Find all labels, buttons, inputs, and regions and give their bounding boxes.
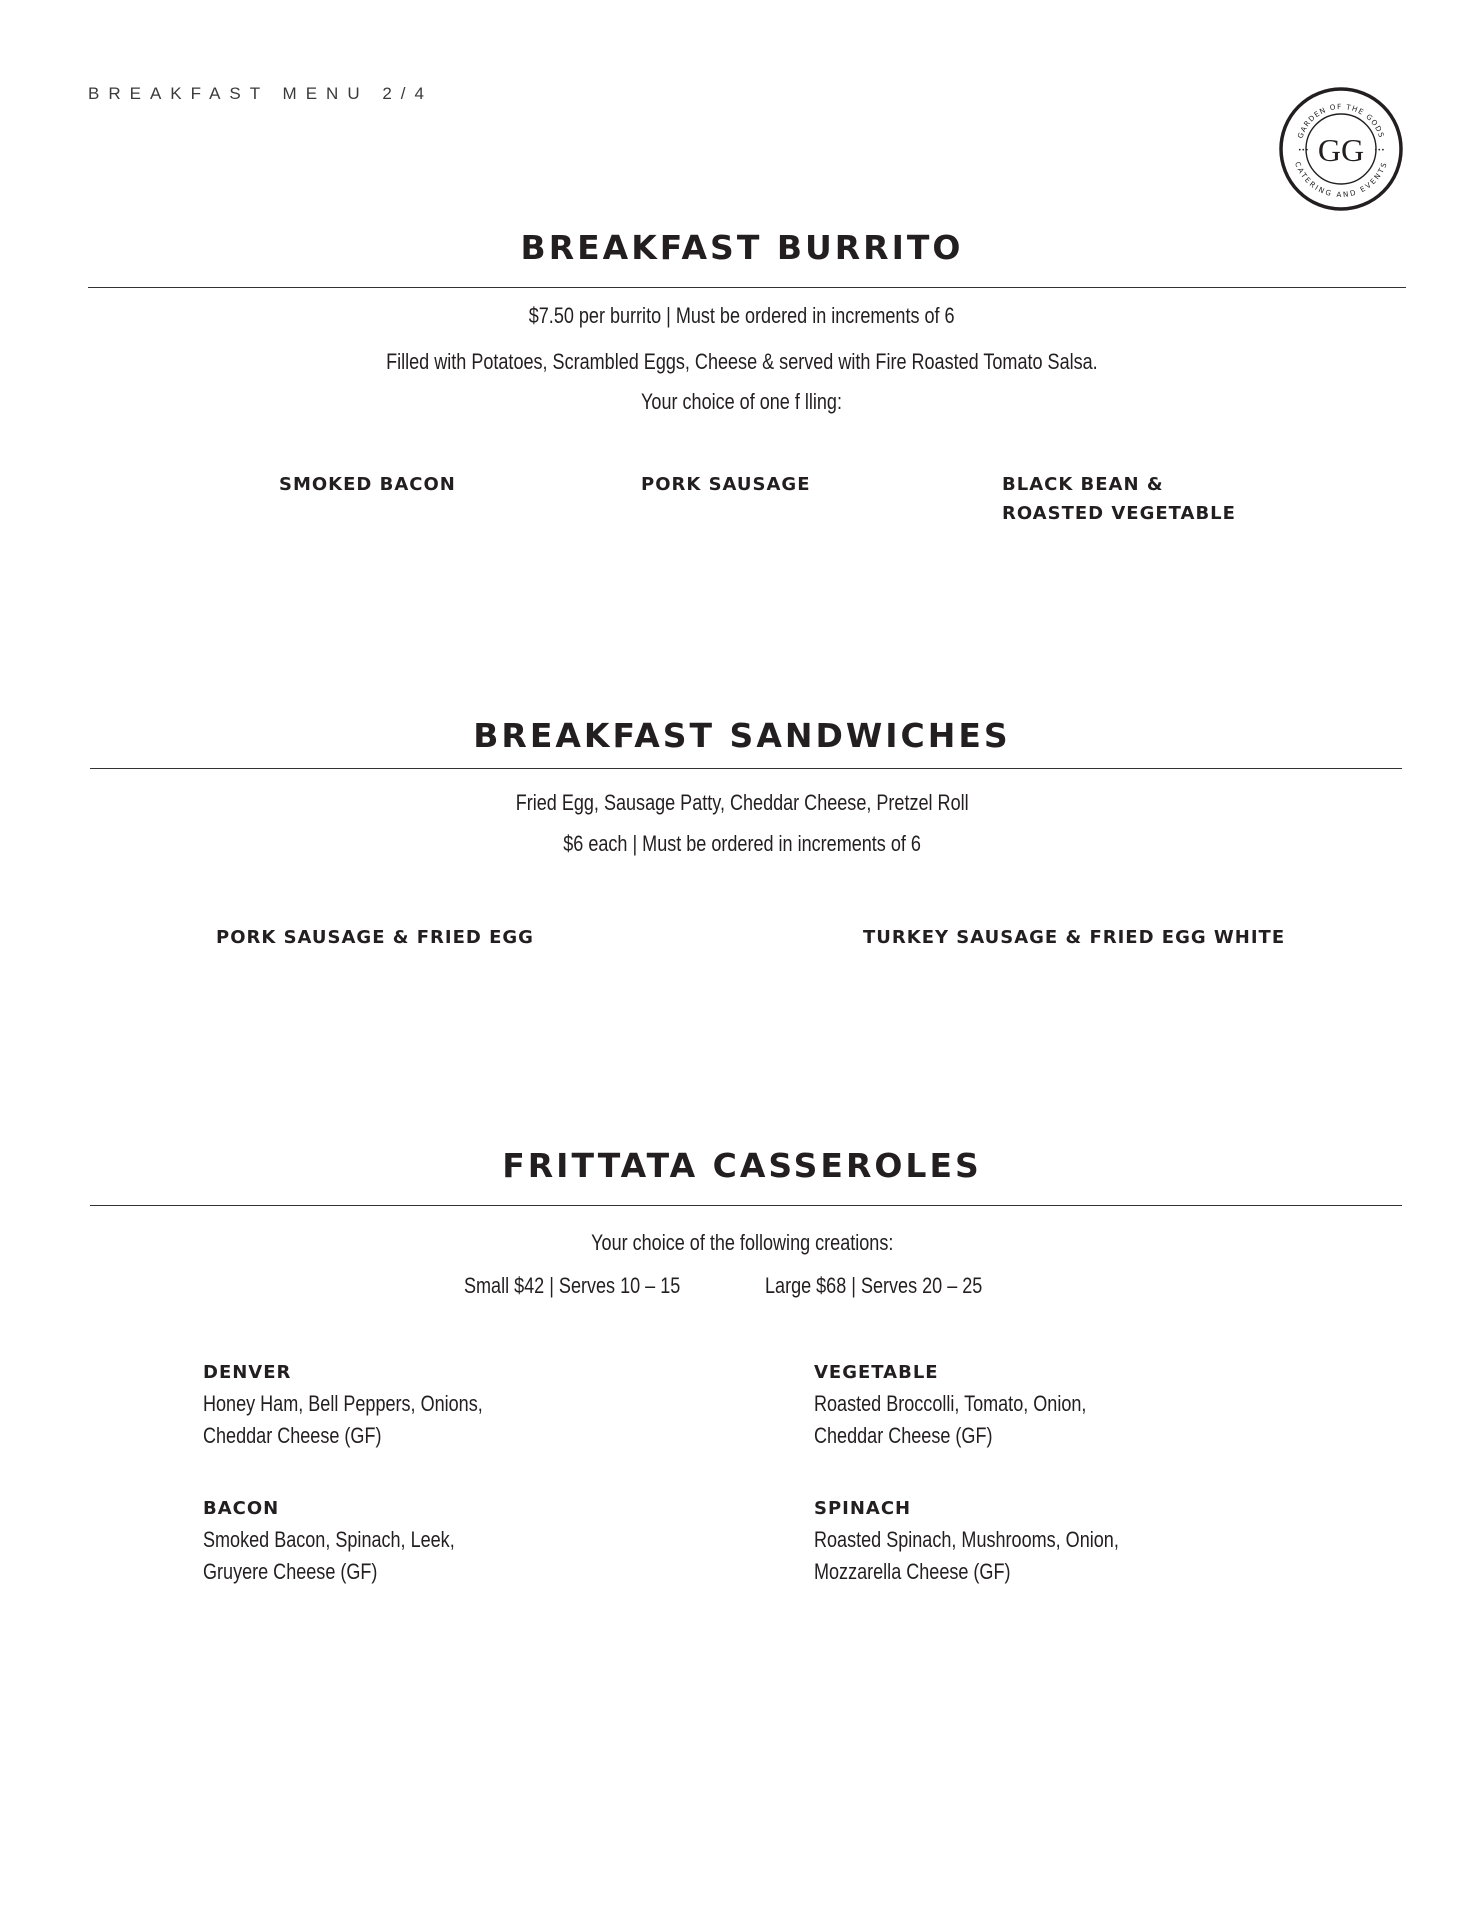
logo-ring-top: GARDEN OF THE GODS <box>1295 101 1387 140</box>
frittata-large-price: Large $68 | Serves 20 – 25 <box>765 1273 983 1298</box>
frittata-item-name: BACON <box>203 1498 280 1519</box>
frittata-item-description: Roasted Spinach, Mushrooms, Onion, Mozzarella Cheese (GF) <box>814 1527 1119 1584</box>
logo-monogram: GG <box>1317 132 1365 168</box>
burrito-option-pork-sausage: PORK SAUSAGE <box>641 474 811 495</box>
page-label: BREAKFAST MENU 2/4 <box>88 84 433 103</box>
svg-text:•••: ••• <box>1298 147 1309 154</box>
burrito-option-black-bean: BLACK BEAN & ROASTED VEGETABLE <box>1002 474 1236 524</box>
sandwich-option-pork-sausage: PORK SAUSAGE & FRIED EGG <box>216 927 534 948</box>
frittata-item-description: Smoked Bacon, Spinach, Leek, Gruyere Cheese (GF) <box>203 1527 455 1584</box>
frittata-item-name: DENVER <box>203 1362 292 1383</box>
frittata-item-description: Honey Ham, Bell Peppers, Onions, Cheddar Cheese (GF) <box>203 1391 483 1448</box>
frittata-title: FRITTATA CASSEROLES <box>502 1146 982 1185</box>
burrito-option-smoked-bacon: SMOKED BACON <box>279 474 456 495</box>
burrito-title: BREAKFAST BURRITO <box>520 228 964 267</box>
frittata-intro: Your choice of the following creations: <box>590 1230 894 1255</box>
frittata-item-description: Roasted Broccolli, Tomato, Onion, Cheddar Cheese (GF) <box>814 1391 1087 1448</box>
frittata-rule <box>90 1205 1402 1206</box>
svg-text:•••: ••• <box>1374 147 1385 154</box>
frittata-item-name: VEGETABLE <box>814 1362 939 1383</box>
sandwiches-title: BREAKFAST SANDWICHES <box>473 716 1011 755</box>
burrito-rule <box>88 287 1406 288</box>
burrito-price: $7.50 per burrito | Must be ordered in increments of 6 <box>529 303 955 328</box>
sandwich-description: Fried Egg, Sausage Patty, Cheddar Cheese, Pretzel Roll <box>515 790 969 815</box>
sandwiches-rule <box>90 768 1402 769</box>
sandwich-price: $6 each | Must be ordered in increments of 6 <box>563 831 921 856</box>
frittata-small-price: Small $42 | Serves 10 – 15 <box>464 1273 681 1298</box>
frittata-item-name: SPINACH <box>814 1498 912 1519</box>
garden-of-the-gods-logo <box>1278 86 1404 212</box>
sandwich-option-turkey-sausage: TURKEY SAUSAGE & FRIED EGG WHITE <box>863 927 1286 948</box>
burrito-fillings-description: Filled with Potatoes, Scrambled Eggs, Cheese & served with Fire Roasted Tomato Salsa. <box>386 349 1098 374</box>
logo-ring-bottom: CATERING AND EVENTS <box>1293 160 1389 200</box>
burrito-choice-prompt: Your choice of one f lling: <box>641 389 843 414</box>
